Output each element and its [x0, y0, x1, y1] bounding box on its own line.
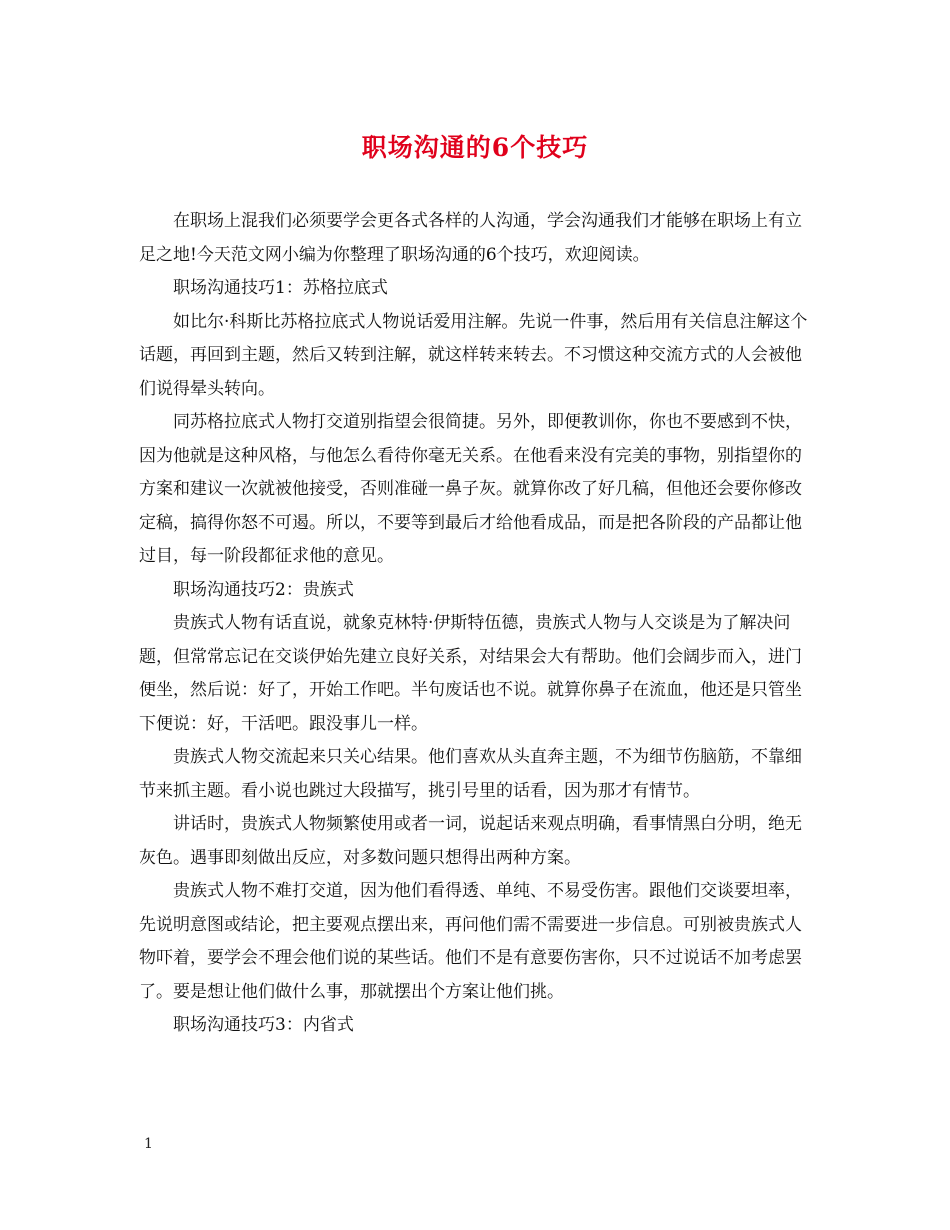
body-paragraph: 如比尔·科斯比苏格拉底式人物说话爱用注解。先说一件事，然后用有关信息注解这个话题，再回到主题，然后又转到注解，就这样转来转去。不习惯这种交流方式的人会被他们说得晕头转向。 [139, 311, 808, 399]
section-heading-2: 职场沟通技巧2：贵族式 [173, 579, 354, 600]
document-body [139, 205, 814, 1043]
body-paragraph: 讲话时，贵族式人物频繁使用或者一词，说起话来观点明确，看事情黑白分明，绝无灰色。遇事即刻做出反应，对多数问题只想得出两种方案。 [139, 814, 802, 868]
page-number: 1 [144, 1136, 153, 1152]
intro-paragraph: 在职场上混我们必须要学会更各式各样的人沟通，学会沟通我们才能够在职场上有立足之地!今天范文网小编为你整理了职场沟通的6个技巧，欢迎阅读。 [139, 211, 802, 265]
section-heading-3: 职场沟通技巧3：内省式 [173, 1015, 354, 1035]
section-heading-1: 职场沟通技巧1：苏格拉底式 [173, 278, 388, 298]
body-paragraph: 同苏格拉底式人物打交道别指望会很简捷。另外，即便教训你，你也不要感到不快，因为他就是这种风格，与他怎么看待你毫无关系。在他看来没有完美的事物，别指望你的方案和建议一次就被他接受，否则准碰一鼻子灰。就算你改了好几稿，但他还会要你修改定稿，搞得你怒不可遏。所以，不要等到最后才给他看成品，而是把各阶段的产品都让他过目，每一阶段都征求他的意见。 [139, 412, 802, 566]
body-paragraph: 贵族式人物不难打交道，因为他们看得透、单纯、不易受伤害。跟他们交谈要坦率，先说明意图或结论，把主要观点摆出来，再问他们需不需要进一步信息。可别被贵族式人物吓着，要学会不理会他们说的某些话。他们不是有意要伤害你，只不过说话不加考虑罢了。要是想让他们做什么事，那就摆出个方案让他们挑。 [139, 881, 802, 1002]
body-paragraph: 贵族式人物有话直说，就象克林特·伊斯特伍德，贵族式人物与人交谈是为了解决问题，但常常忘记在交谈伊始先建立良好关系，对结果会大有帮助。他们会阔步而入，进门便坐，然后说：好了，开始工作吧。半句废话也不说。就算你鼻子在流血，他还是只管坐下便说：好，干活吧。跟没事儿一样。 [139, 613, 802, 734]
document-title: 职场沟通的6个技巧 [361, 133, 589, 162]
body-paragraph: 贵族式人物交流起来只关心结果。他们喜欢从头直奔主题，不为细节伤脑筋，不靠细节来抓主题。看小说也跳过大段描写，挑引号里的话看，因为那才有情节。 [139, 747, 802, 801]
